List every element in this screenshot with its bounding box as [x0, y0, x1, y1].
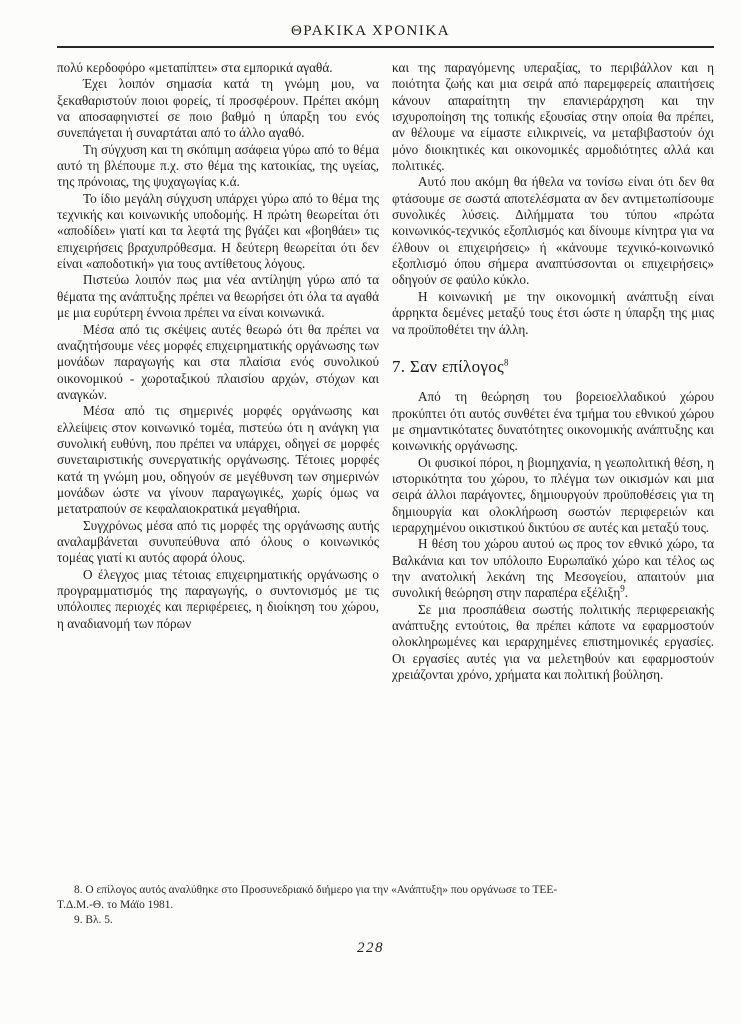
- footnote-item: 9. Βλ. 5.: [74, 914, 113, 927]
- paragraph: Οι φυσικοί πόροι, η βιομηχανία, η γεωπολιτική θέση, η ιστορικότητα του χώρου, το πλέγμα των οικισμών και μια σειρά άλλοι παράγοντες, δημιουργούν προϋποθέσεις για τη δημιουργία και ολοκλήρωση σωστών περιφερειών και ιεραρχημένου οικιστικού δικτύου σε αυτές και μεταξύ τους.: [392, 454, 714, 535]
- left-column: [57, 60, 379, 683]
- paragraph: Αυτό που ακόμη θα ήθελα να τονίσω είναι ότι δεν θα φτάσουμε σε σωστά αποτελέσματα αν δεν αντιμετωπίσουμε συνολικές λύσεις. Διλήμματα του τύπου «πρώτα κοινωνικός-τεχνικός εξοπλισμός και δίνουμε κίνητρα για να έλθουν οι επιχειρήσεις» ή «κάνουμε τεχνικό-κοινωνικό εξοπλισμό όπου σήμερα αναπτύσσονται οι επιχειρήσεις» οδηγούν σε φαύλο κύκλο.: [392, 174, 714, 288]
- paragraph: Συγχρόνως μέσα από τις μορφές της οργάνωσης αυτής αναλαμβάνεται συνυπεύθυνα από όλους ο κοινωνικός τομέας γιατί κι αυτός αφορά όλους.: [57, 517, 379, 566]
- right-column: [392, 60, 714, 683]
- paragraph: Η κοινωνική με την οικονομική ανάπτυξη είναι άρρηκτα δεμένες μεταξύ τους έτσι ώστε η ύπαρξη της μιας να προϋποθέτει την άλλη.: [392, 288, 714, 337]
- paragraph: [392, 536, 714, 601]
- paragraph-text: .: [624, 585, 629, 601]
- paragraph: Σε μια προσπάθεια σωστής πολιτικής περιφερειακής ανάπτυξης εντούτοις, θα πρέπει κάποτε να εφαρμοστούν ολοκληρωμένες και ιεραρχημένες επιστημονικές εργασίες. Οι εργασίες αυτές για να μελετηθούν και εφαρμοστούν χρειάζονται χρόνο, χρήματα και πολιτική βούληση.: [392, 601, 714, 683]
- paragraph: Το ίδιο μεγάλη σύγχυση υπάρχει γύρω από το θέμα της τεχνικής και κοινωνικής υποδομής. Η πρώτη θεωρείται ότι «αποδίδει» γιατί και τα λεφτά της βγάζει και «βοηθάει» τις επιχειρήσεις βραχυπρόθεσμα. Η δεύτερη θεωρείται ότι δεν είναι «αποδοτική» για τους αντίθετους λόγους.: [57, 190, 379, 272]
- footnotes: [57, 883, 571, 929]
- paragraph: Μέσα από τις σημερινές μορφές οργάνωσης και ελλείψεις στον κοινωνικό τομέα, πιστεύω ότι η ανάγκη για συνολική ευθύνη, που πρέπει να υπάρχει, οδηγεί σε μορφές συνεταιριστικής συνεργατικής οργάνωσης. Τέτοιες μορφές κατά τη γνώμη μου, οδηγούν σε μεγέθυνση των σημερινών μονάδων ώστε να γίνουν παραγωγικές, χωρίς όμως να μετατραπούν σε κεφαλαιοκρατικά μεγαθήρια.: [57, 403, 379, 517]
- section-heading: [392, 356, 714, 376]
- footnote-item: 8. Ο επίλογος αυτός αναλύθηκε στο Προσυνεδριακό διήμερο για την «Ανάπτυξη» που οργάνωσε το ΤΕΕ-Τ.Δ.Μ.-Θ. το Μάϊο 1981.: [57, 884, 558, 912]
- page-number: 228: [357, 940, 384, 956]
- paragraph: Τη σύγχυση και τη σκόπιμη ασάφεια γύρω από το θέμα αυτό τη βλέπουμε π.χ. στο θέμα της κατοικίας, της υγείας, της πρόνοιας, της ψυχαγωγίας κ.ά.: [57, 141, 379, 190]
- header-rule: [57, 46, 714, 48]
- paragraph: Ο έλεγχος μιας τέτοιας επιχειρηματικής οργάνωσης ο προγραμματισμός της παραγωγής, ο συντονισμός με τις υπόλοιπες περιοχές και περιφέρειες, η διοίκηση του χώρου, η αναδιανομή των πόρων: [57, 566, 379, 631]
- paragraph: Πιστεύω λοιπόν πως μια νέα αντίληψη γύρω από τα θέματα της ανάπτυξης πρέπει να θεωρήσει ότι όλα τα αγαθά με μια ευρύτερη έννοια πρέπει να είναι κοινωνικά.: [57, 272, 379, 321]
- text-columns: [57, 60, 714, 683]
- paragraph: Μέσα από τις σκέψεις αυτές θεωρώ ότι θα πρέπει να αναζητήσουμε νέες μορφές επιχειρηματικής οργάνωσης των μονάδων παραγωγής και στα πλαίσια ενός συνολικού οικονομικού - χωροταξικού πλαισίου αρχών, στόχων και αναγκών.: [57, 321, 379, 402]
- paragraph: Έχει λοιπόν σημασία κατά τη γνώμη μου, να ξεκαθαριστούν ποιοι φορείς, τί προσφέρουν. Πρέπει ακόμη να αποσαφηνιστεί σε ποιο βαθμό η ύπαρξη του ενός συνεπάγεται ή συναρτάται από το άλλο αγαθό.: [57, 76, 379, 141]
- paragraph: Από τη θεώρηση του βορειοελλαδικού χώρου προκύπτει ότι αυτός συνθέτει ένα τμήμα του εθνικού χώρου με σημαντικότατες δυνατότητες οικονομικής ανάπτυξης και κοινωνικής οργάνωσης.: [392, 389, 714, 454]
- footnote-reference-8: 8: [504, 357, 509, 368]
- section-heading-text: 7. Σαν επίλογος: [392, 356, 505, 376]
- paragraph-text: Η θέση του χώρου αυτού ως προς τον εθνικό χώρο, τα Βαλκάνια και τον υπόλοιπο Ευρωπαϊκό χώρο και τέλος ως την ανατολική λεκάνη της Μεσογείου, απαιτούν μια συνολική θεώρηση στην παραπέρα εξέλιξη: [392, 536, 714, 601]
- paragraph: πολύ κερδοφόρο «μεταπίπτει» στα εμπορικά αγαθά.: [57, 60, 333, 75]
- paragraph: και της παραγόμενης υπεραξίας, το περιβάλλον και η ποιότητα ζωής και μια σειρά από παρεμφερείς απαιτήσεις κάνουν απαραίτητη την επανιεράρχηση και την ισχυροποίηση της τοπικής εξουσίας στην οποία θα πρέπει, αν θέλουμε να είμαστε ειλικρινείς, να μεταβιβαστούν όχι μόνο διοικητικές και οικονομικές αρμοδιότητες αλλά και πολιτικές.: [392, 60, 714, 174]
- footnote-reference-9: 9: [620, 583, 625, 594]
- running-title: ΘΡΑΚΙΚΑ ΧΡΟΝΙΚΑ: [290, 23, 451, 39]
